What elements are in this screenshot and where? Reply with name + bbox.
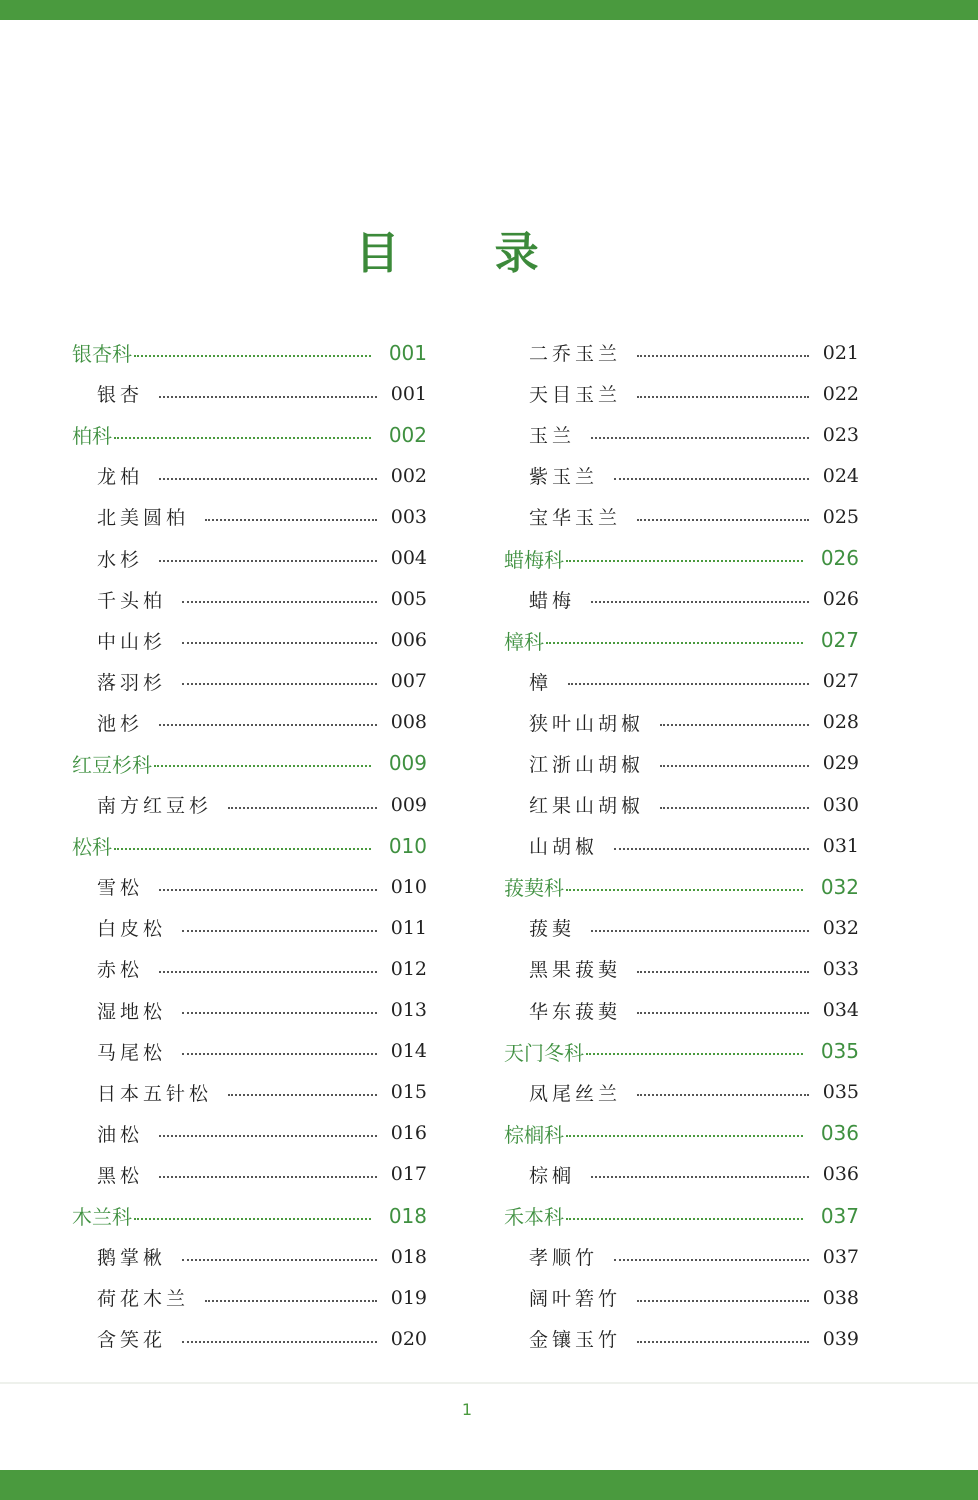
- toc-entry-page: 010: [388, 833, 427, 858]
- toc-entry-label: 黑果菝葜: [529, 959, 622, 982]
- toc-entry-label: 油松: [97, 1123, 144, 1146]
- dot-leader: [637, 396, 809, 398]
- toc-entry-label: 蜡梅科: [504, 547, 564, 572]
- dot-leader: [205, 519, 377, 521]
- dot-leader: [114, 848, 371, 850]
- toc-entry-label: 银杏: [97, 384, 144, 407]
- toc-family-entry[interactable]: [504, 1031, 859, 1072]
- toc-entry-page: 009: [390, 793, 427, 816]
- dot-leader: [614, 1259, 809, 1261]
- toc-entry-page: 006: [390, 629, 427, 652]
- toc-entry-label: 紫玉兰: [529, 466, 599, 489]
- dot-leader: [154, 765, 371, 767]
- toc-species-entry[interactable]: [504, 1072, 859, 1113]
- dot-leader: [159, 1135, 377, 1137]
- toc-species-entry[interactable]: [72, 373, 427, 414]
- toc-entry-page: 026: [822, 588, 859, 611]
- dot-leader: [637, 1012, 809, 1014]
- toc-entry-label: 千头柏: [97, 589, 167, 612]
- toc-entry-label: 禾本科: [504, 1205, 564, 1230]
- toc-entry-page: 028: [822, 711, 859, 734]
- toc-species-entry[interactable]: [504, 332, 859, 373]
- toc-family-entry[interactable]: [504, 537, 859, 578]
- toc-entry-page: 024: [822, 464, 859, 487]
- dot-leader: [660, 765, 809, 767]
- toc-entry-page: 038: [822, 1286, 859, 1309]
- toc-entry-label: 樟: [529, 671, 553, 694]
- dot-leader: [114, 437, 371, 439]
- dot-leader: [591, 437, 809, 439]
- toc-entry-page: 036: [820, 1121, 859, 1146]
- toc-species-entry[interactable]: [72, 784, 427, 825]
- toc-species-entry[interactable]: [72, 537, 427, 578]
- toc-entry-label: 南方红豆杉: [97, 795, 213, 818]
- toc-species-entry[interactable]: [504, 948, 859, 989]
- toc-species-entry[interactable]: [72, 455, 427, 496]
- dot-leader: [182, 930, 377, 932]
- toc-entry-page: 001: [390, 382, 427, 405]
- toc-species-entry[interactable]: [504, 1318, 859, 1359]
- toc-entry-page: 016: [390, 1122, 427, 1145]
- toc-entry-label: 柏科: [72, 424, 112, 449]
- toc-entry-page: 037: [822, 1245, 859, 1268]
- dot-leader: [637, 1300, 809, 1302]
- toc-entry-label: 荷花木兰: [97, 1288, 190, 1311]
- dot-leader: [566, 1135, 803, 1137]
- dot-leader: [614, 478, 809, 480]
- toc-species-entry[interactable]: [504, 414, 859, 455]
- toc-entry-label: 天目玉兰: [529, 384, 622, 407]
- dot-leader: [182, 642, 377, 644]
- toc-entry-page: 003: [390, 505, 427, 528]
- toc-species-entry[interactable]: [504, 496, 859, 537]
- toc-entry-page: 021: [822, 341, 859, 364]
- toc-species-entry[interactable]: [72, 1113, 427, 1154]
- toc-species-entry[interactable]: [72, 948, 427, 989]
- toc-family-entry[interactable]: [72, 414, 427, 455]
- toc-entry-label: 赤松: [97, 959, 144, 982]
- toc-entry-label: 落羽杉: [97, 671, 167, 694]
- dot-leader: [205, 1300, 377, 1302]
- toc-entry-page: 004: [390, 547, 427, 570]
- toc-species-entry[interactable]: [504, 661, 859, 702]
- toc-species-entry[interactable]: [72, 1277, 427, 1318]
- toc-entry-label: 二乔玉兰: [529, 343, 622, 366]
- toc-species-entry[interactable]: [72, 702, 427, 743]
- toc-family-entry[interactable]: [504, 866, 859, 907]
- toc-entry-label: 樟科: [504, 629, 544, 654]
- toc-species-entry[interactable]: [72, 620, 427, 661]
- dot-leader: [134, 355, 371, 357]
- dot-leader: [182, 1053, 377, 1055]
- toc-entry-label: 山胡椒: [529, 836, 599, 859]
- dot-leader: [159, 971, 377, 973]
- dot-leader: [159, 724, 377, 726]
- toc-species-entry[interactable]: [72, 1318, 427, 1359]
- toc-species-entry[interactable]: [72, 907, 427, 948]
- toc-entry-page: 013: [390, 999, 427, 1022]
- toc-family-entry[interactable]: [72, 332, 427, 373]
- dot-leader: [182, 1341, 377, 1343]
- toc-right-column: [504, 332, 859, 1359]
- toc-entry-label: 红豆杉科: [72, 752, 152, 777]
- toc-species-entry[interactable]: [504, 990, 859, 1031]
- toc-species-entry[interactable]: [504, 907, 859, 948]
- toc-entry-page: 001: [388, 340, 427, 365]
- toc-entry-label: 阔叶箬竹: [529, 1288, 622, 1311]
- top-color-band: [0, 0, 978, 20]
- toc-entry-page: 033: [822, 957, 859, 980]
- toc-species-entry[interactable]: [504, 1277, 859, 1318]
- dot-leader: [637, 355, 809, 357]
- dot-leader: [591, 930, 809, 932]
- dot-leader: [568, 683, 809, 685]
- toc-entry-page: 036: [822, 1163, 859, 1186]
- dot-leader: [546, 642, 803, 644]
- toc-entry-label: 菝葜: [529, 918, 576, 941]
- toc-entry-label: 白皮松: [97, 918, 167, 941]
- toc-entry-page: 018: [390, 1245, 427, 1268]
- dot-leader: [159, 1176, 377, 1178]
- toc-entry-label: 北美圆柏: [97, 507, 190, 530]
- dot-leader: [586, 1053, 803, 1055]
- dot-leader: [637, 1341, 809, 1343]
- toc-entry-page: 026: [820, 546, 859, 571]
- dot-leader: [637, 971, 809, 973]
- toc-entry-label: 鹅掌楸: [97, 1247, 167, 1270]
- toc-entry-page: 037: [820, 1203, 859, 1228]
- toc-entry-label: 湿地松: [97, 1000, 167, 1023]
- toc-species-entry[interactable]: [72, 1072, 427, 1113]
- toc-family-entry[interactable]: [504, 1195, 859, 1236]
- toc-entry-page: 002: [390, 464, 427, 487]
- toc-entry-page: 011: [390, 916, 427, 939]
- toc-entry-label: 华东菝葜: [529, 1000, 622, 1023]
- toc-entry-label: 宝华玉兰: [529, 507, 622, 530]
- toc-entry-label: 中山杉: [97, 630, 167, 653]
- toc-entry-page: 032: [822, 916, 859, 939]
- dot-leader: [566, 560, 803, 562]
- toc-entry-page: 027: [820, 628, 859, 653]
- toc-species-entry[interactable]: [72, 866, 427, 907]
- toc-family-entry[interactable]: [72, 825, 427, 866]
- toc-entry-label: 日本五针松: [97, 1082, 213, 1105]
- toc-entry-page: 017: [390, 1163, 427, 1186]
- toc-family-entry[interactable]: [504, 620, 859, 661]
- toc-entry-label: 江浙山胡椒: [529, 753, 645, 776]
- toc-species-entry[interactable]: [504, 579, 859, 620]
- toc-species-entry[interactable]: [504, 373, 859, 414]
- toc-entry-page: 010: [390, 875, 427, 898]
- toc-entry-label: 黑松: [97, 1164, 144, 1187]
- toc-entry-page: 015: [390, 1081, 427, 1104]
- toc-entry-label: 蜡梅: [529, 589, 576, 612]
- toc-entry-label: 棕榈科: [504, 1122, 564, 1147]
- toc-species-entry[interactable]: [504, 743, 859, 784]
- toc-entry-label: 水杉: [97, 548, 144, 571]
- toc-entry-page: 035: [820, 1039, 859, 1064]
- toc-entry-label: 马尾松: [97, 1041, 167, 1064]
- toc-entry-page: 025: [822, 505, 859, 528]
- dot-leader: [182, 1012, 377, 1014]
- footer-divider: [0, 1382, 978, 1384]
- page-title: 目 录: [355, 228, 579, 279]
- toc-entry-page: 019: [390, 1286, 427, 1309]
- dot-leader: [566, 1218, 803, 1220]
- toc-species-entry[interactable]: [504, 784, 859, 825]
- dot-leader: [228, 1094, 377, 1096]
- toc-entry-label: 松科: [72, 835, 112, 860]
- toc-entry-label: 龙柏: [97, 466, 144, 489]
- dot-leader: [660, 724, 809, 726]
- dot-leader: [182, 683, 377, 685]
- toc-entry-label: 含笑花: [97, 1329, 167, 1352]
- toc-species-entry[interactable]: [72, 579, 427, 620]
- toc-entry-page: 020: [390, 1327, 427, 1350]
- dot-leader: [159, 396, 377, 398]
- toc-species-entry[interactable]: [504, 702, 859, 743]
- toc-entry-label: 红果山胡椒: [529, 795, 645, 818]
- toc-entry-page: 022: [822, 382, 859, 405]
- toc-entry-label: 金镶玉竹: [529, 1329, 622, 1352]
- toc-entry-page: 007: [390, 670, 427, 693]
- toc-entry-label: 玉兰: [529, 425, 576, 448]
- toc-species-entry[interactable]: [72, 661, 427, 702]
- toc-species-entry[interactable]: [504, 1154, 859, 1195]
- toc-entry-page: 030: [822, 793, 859, 816]
- dot-leader: [228, 807, 377, 809]
- dot-leader: [591, 1176, 809, 1178]
- toc-entry-page: 009: [388, 751, 427, 776]
- toc-entry-label: 孝顺竹: [529, 1247, 599, 1270]
- toc-entry-label: 凤尾丝兰: [529, 1082, 622, 1105]
- toc-entry-page: 018: [388, 1203, 427, 1228]
- toc-species-entry[interactable]: [72, 1154, 427, 1195]
- toc-entry-label: 棕榈: [529, 1164, 576, 1187]
- toc-entry-label: 木兰科: [72, 1205, 132, 1230]
- toc-entry-page: 029: [822, 752, 859, 775]
- toc-species-entry[interactable]: [72, 990, 427, 1031]
- toc-family-entry[interactable]: [72, 743, 427, 784]
- toc-entry-label: 池杉: [97, 712, 144, 735]
- toc-entry-page: 027: [822, 670, 859, 693]
- toc-entry-page: 005: [390, 588, 427, 611]
- toc-entry-page: 023: [822, 423, 859, 446]
- dot-leader: [159, 478, 377, 480]
- toc-entry-label: 雪松: [97, 877, 144, 900]
- toc-family-entry[interactable]: [504, 1113, 859, 1154]
- toc-entry-page: 008: [390, 711, 427, 734]
- dot-leader: [182, 1259, 377, 1261]
- toc-entry-label: 菝葜科: [504, 876, 564, 901]
- toc-entry-page: 031: [822, 834, 859, 857]
- toc-species-entry[interactable]: [72, 496, 427, 537]
- toc-entry-page: 014: [390, 1040, 427, 1063]
- toc-entry-page: 002: [388, 422, 427, 447]
- toc-species-entry[interactable]: [72, 1236, 427, 1277]
- page-number: 1: [461, 1400, 473, 1419]
- toc-family-entry[interactable]: [72, 1195, 427, 1236]
- toc-species-entry[interactable]: [504, 825, 859, 866]
- toc-entry-label: 天门冬科: [504, 1040, 584, 1065]
- toc-species-entry[interactable]: [72, 1031, 427, 1072]
- toc-entry-page: 039: [822, 1327, 859, 1350]
- bottom-color-band: [0, 1470, 978, 1500]
- toc-entry-page: 034: [822, 999, 859, 1022]
- dot-leader: [134, 1218, 371, 1220]
- dot-leader: [566, 889, 803, 891]
- toc-entry-label: 银杏科: [72, 342, 132, 367]
- dot-leader: [159, 889, 377, 891]
- dot-leader: [614, 848, 809, 850]
- toc-species-entry[interactable]: [504, 455, 859, 496]
- toc-entry-page: 035: [822, 1081, 859, 1104]
- dot-leader: [182, 601, 377, 603]
- dot-leader: [637, 519, 809, 521]
- dot-leader: [591, 601, 809, 603]
- dot-leader: [159, 560, 377, 562]
- dot-leader: [637, 1094, 809, 1096]
- toc-entry-label: 狭叶山胡椒: [529, 712, 645, 735]
- toc-species-entry[interactable]: [504, 1236, 859, 1277]
- toc-entry-page: 032: [820, 874, 859, 899]
- dot-leader: [660, 807, 809, 809]
- toc-entry-page: 012: [390, 957, 427, 980]
- toc-left-column: [72, 332, 427, 1359]
